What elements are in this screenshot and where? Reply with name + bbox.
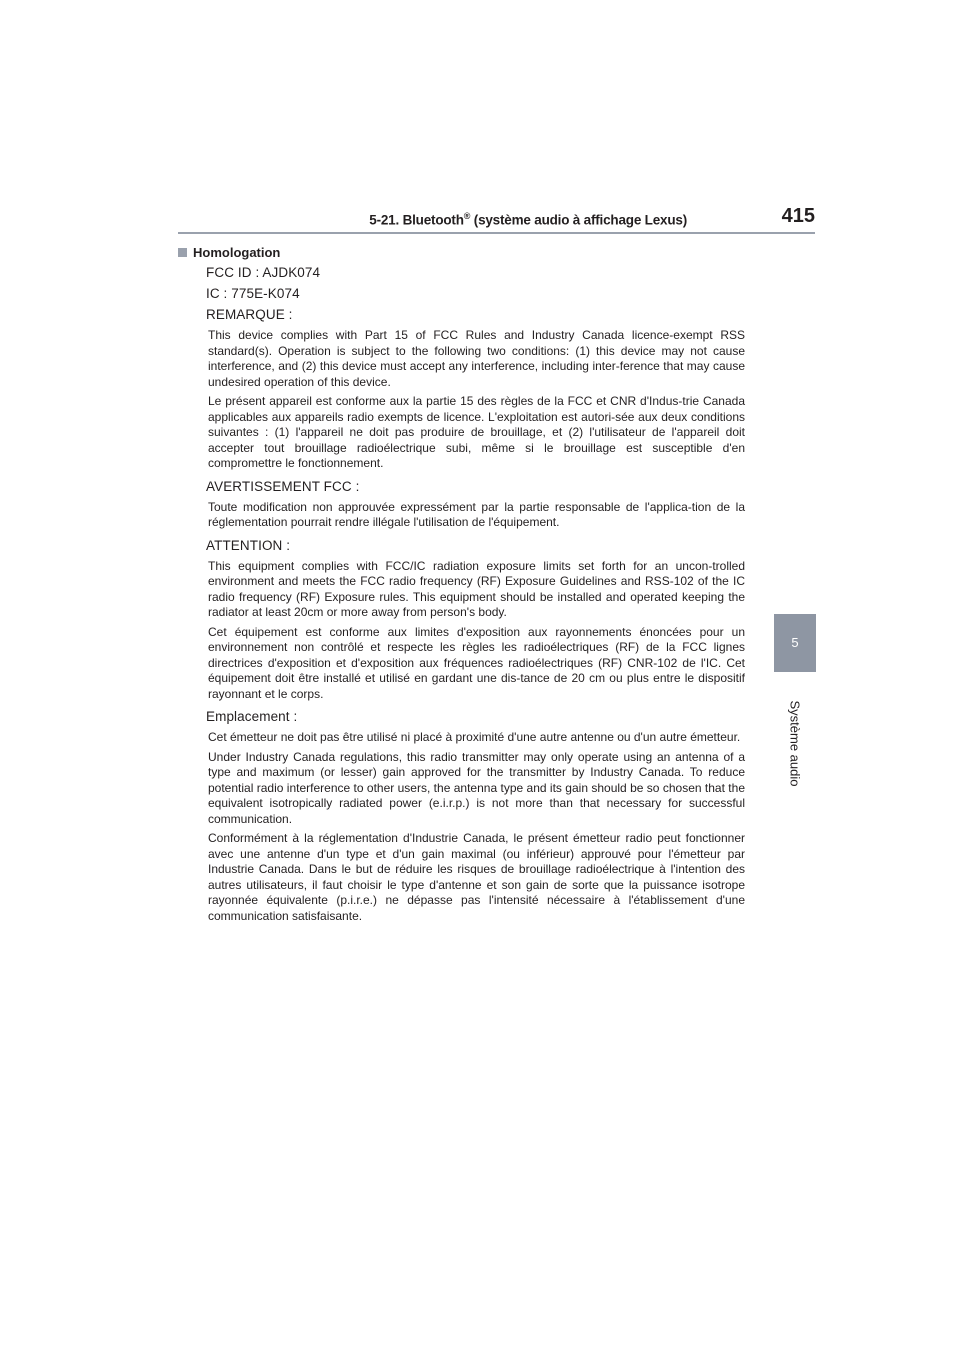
page-content (193, 244, 745, 928)
rf-exposure-fr: Cet équipement est conforme aux limites d'exposition aux rayonnements énoncées pour un environnement non contrôlé et respecte les règles les radioélectriques (RF) de la FCC lignes directrices d'exposition et d'exposition aux fréquences radioélectriques (RF) CNR-102 de l'IC. Cet équipement doit être installé et utilisé en gardant une dis-tance de 20 cm ou plus entre le dispositif rayonnant et le corps. (208, 624, 745, 701)
side-tab-label (768, 700, 822, 786)
avertissement-label: AVERTISSEMENT FCC : (206, 478, 360, 494)
fcc-compliance-en: This device complies with Part 15 of FCC Rules and Industry Canada licence-exempt RSS standard(s). Operation is subject to the following two conditions: (1) this device may not cause interference, and (2) this device must accept any interference, including inter-ference that may cause undesired operation of this device. (208, 328, 745, 389)
colocation-notice: Cet émetteur ne doit pas être utilisé ni placé à proximité d'une autre antenne ou d'un autre émetteur. (208, 730, 741, 744)
side-tab-label-text: Système audio (787, 700, 803, 786)
side-tab-number: 5 (774, 614, 816, 672)
section-heading-text: Homologation (193, 245, 281, 260)
chapter-title (369, 211, 687, 228)
emplacement-label: Emplacement : (206, 709, 298, 724)
registered-mark: ® (463, 211, 471, 221)
square-bullet-icon (178, 248, 187, 257)
rf-exposure-en: This equipment complies with FCC/IC radiation exposure limits set forth for an uncon-trolled environment and meets the FCC radio frequency (RF) Exposure Guidelines and RSS-102 of the IC radio frequency (RF) Exposure rules. This equipment should be installed and operated keeping the radiator at least 20cm or more away from person's body. (208, 558, 745, 619)
attention-label: ATTENTION : (206, 537, 291, 553)
ic-number: IC : 775E-K074 (206, 286, 300, 301)
chapter-title-rest: (système audio à affichage Lexus) (470, 212, 687, 228)
header-divider (178, 232, 815, 234)
page-number: 415 (781, 205, 815, 227)
modification-warning: Toute modification non approuvée expressément par la partie responsable de l'applica-tion de la réglementation pourrait rendre illégale l'utilisation de l'équipement. (208, 499, 745, 529)
fcc-compliance-fr: Le présent appareil est conforme aux la partie 15 des règles de la FCC et CNR d'Indus-trie Canada applicables aux appareils radio exempts de licence. L'exploitation est autori-sée aux deux conditions suivantes : (1) l'appareil ne doit pas produire de brouillage, et (2) l'utilisateur de l'appareil doit accepter tout brouillage radioélectrique subi, même si le brouillage est susceptible d'en compromettre le fonctionnement. (208, 394, 745, 470)
fcc-id: FCC ID : AJDK074 (206, 265, 321, 280)
section-heading (178, 244, 745, 262)
antenna-gain-fr: Conformément à la réglementation d'Industrie Canada, le présent émetteur radio peut fonctionner avec une antenne d'un type et d'un gain maximal (ou inférieur) approuvé pour l'émetteur par Industrie Canada. Dans le but de réduire les risques de brouillage radioélectrique à l'intention des autres utilisateurs, il faut choisir le type d'antenne et son gain de sorte que la puissance isotrope rayonnée équivalente (p.i.r.e.) ne dépasse pas l'intensité nécessaire à l'établissement d'une communication satisfaisante. (208, 831, 745, 923)
remarque-label: REMARQUE : (206, 307, 293, 322)
page-header (0, 205, 815, 233)
chapter-title-main: 5-21. Bluetooth (369, 212, 464, 228)
antenna-gain-en: Under Industry Canada regulations, this radio transmitter may only operate using an antenna of a type and maximum (or lesser) gain approved for the transmitter by Industry Canada. To reduce potential radio interference to other users, the antenna type and its gain should be so chosen that the equivalent isotropically radiated power (e.i.r.p.) is not more than that necessary for successful communication. (208, 749, 745, 826)
